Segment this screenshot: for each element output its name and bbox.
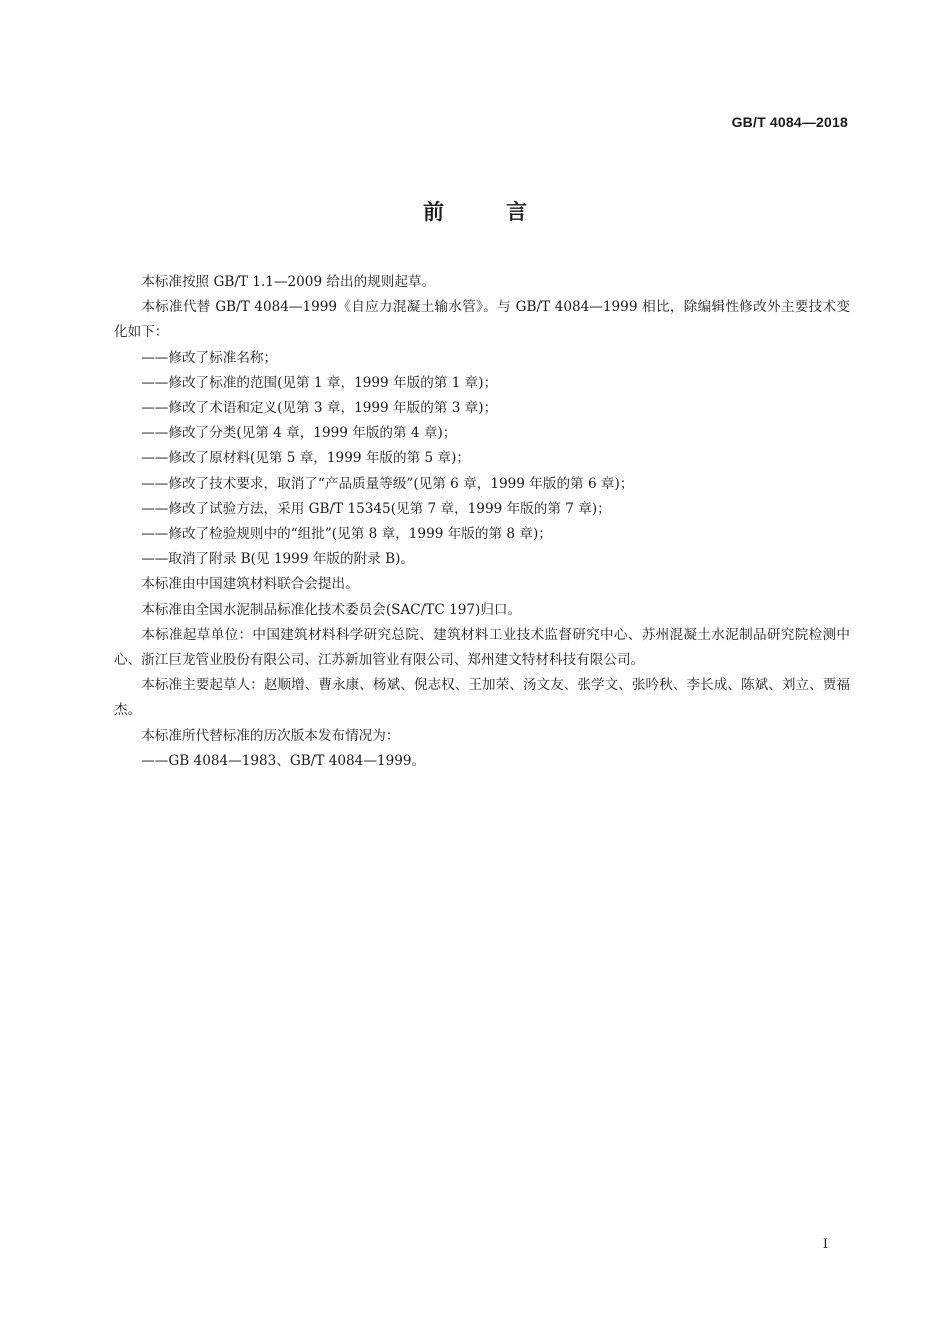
change-item: ——修改了标准的范围(见第 1 章，1999 年版的第 1 章)； — [141, 374, 498, 391]
paragraph-drafters: 本标准主要起草人：赵顺增、曹永康、杨斌、倪志权、王加荣、汤文友、张学文、张吟秋、李长成、陈斌、刘立、贾福杰。 — [114, 677, 850, 719]
standard-code: GB/T 4084—2018 — [731, 114, 848, 130]
page-number: I — [822, 1237, 828, 1252]
paragraph-committee: 本标准由全国水泥制品标准化技术委员会(SAC/TC 197)归口。 — [141, 601, 522, 618]
change-item: ——修改了分类(见第 4 章，1999 年版的第 4 章)； — [141, 425, 457, 442]
change-item: ——修改了检验规则中的“组批”(见第 8 章，1999 年版的第 8 章)； — [141, 526, 552, 543]
paragraph-replacement: 本标准代替 GB/T 4084—1999《自应力混凝土输水管》。与 GB/T 4084—1999 相比，除编辑性修改外主要技术变化如下： — [114, 299, 850, 341]
paragraph-history-item: ——GB 4084—1983、GB/T 4084—1999。 — [141, 752, 426, 769]
change-item: ——修改了试验方法，采用 GB/T 15345(见第 7 章，1999 年版的第 7 章)； — [141, 500, 611, 517]
paragraph-proposer: 本标准由中国建筑材料联合会提出。 — [141, 576, 359, 593]
change-item: ——取消了附录 B(见 1999 年版的附录 B)。 — [141, 551, 414, 568]
foreword-body — [114, 270, 850, 774]
change-item: ——修改了原材料(见第 5 章，1999 年版的第 5 章)； — [141, 450, 470, 467]
paragraph-drafting-units: 本标准起草单位：中国建筑材料科学研究总院、建筑材料工业技术监督研究中心、苏州混凝土水泥制品研究院检测中心、浙江巨龙管业股份有限公司、江苏新加管业有限公司、郑州建文特材科技有限公司。 — [114, 626, 850, 669]
change-item: ——修改了术语和定义(见第 3 章，1999 年版的第 3 章)； — [141, 400, 498, 417]
page-title: 前言 — [423, 200, 589, 224]
paragraph-history-intro: 本标准所代替标准的历次版本发布情况为： — [141, 727, 400, 744]
change-item: ——修改了标准名称； — [141, 349, 278, 366]
paragraph-drafting-rules: 本标准按照 GB/T 1.1—2009 给出的规则起草。 — [141, 274, 436, 290]
change-item: ——修改了技术要求，取消了“产品质量等级”(见第 6 章，1999 年版的第 6 章)； — [141, 475, 634, 492]
